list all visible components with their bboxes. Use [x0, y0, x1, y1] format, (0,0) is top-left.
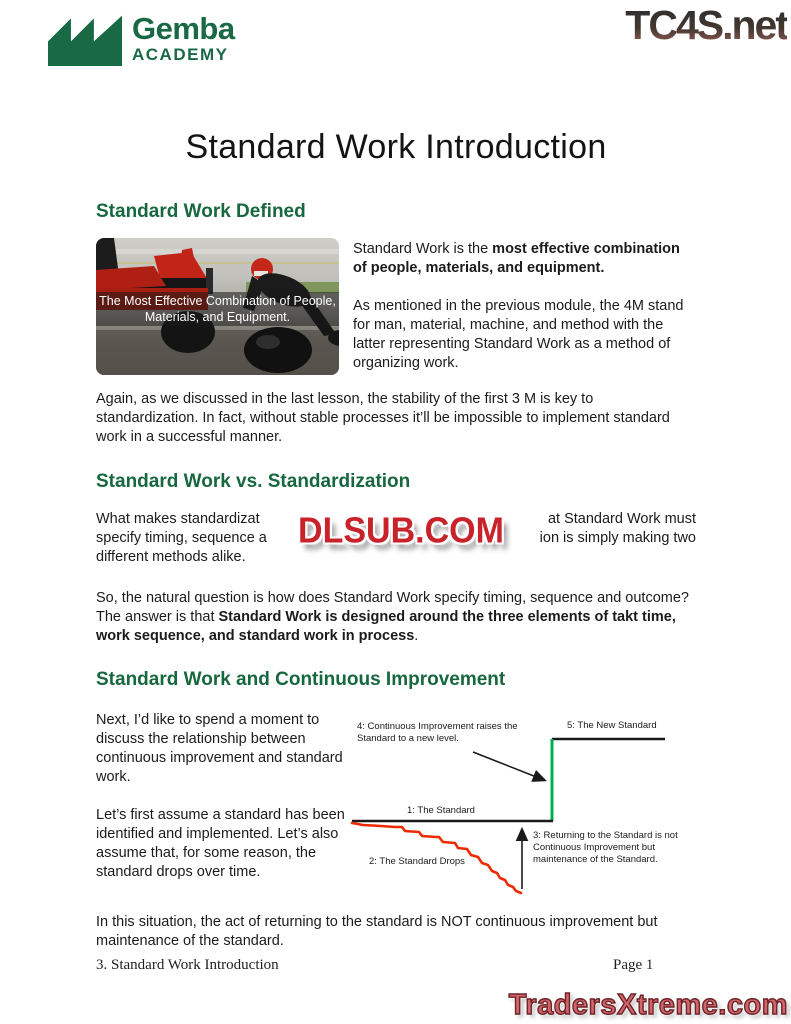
- diagram-label-1: 1: The Standard: [407, 805, 475, 816]
- diagram-label-3: 3: Returning to the Standard is not Continuous Improvement but maintenance of the Standard.: [533, 830, 678, 865]
- paragraph-defined-1: [353, 240, 696, 278]
- logo-main-text: Gemba: [132, 11, 235, 46]
- page-title: Standard Work Introduction: [185, 128, 607, 166]
- obscured-line-2-left: specify timing, sequence a: [96, 530, 267, 546]
- paragraph-defined-2: As mentioned in the previous module, the 4M stand for man, material, machine, and method with the latter representing Standard Work as a method of organizing work.: [353, 298, 684, 371]
- image-caption: [96, 292, 339, 326]
- paragraph-so-bold: Standard Work is designed around the three elements of takt time, work sequence, and standard work in process: [96, 609, 676, 644]
- diagram-label-5: 5: The New Standard: [567, 720, 657, 731]
- ci-row: [96, 711, 696, 903]
- paragraph-so: [96, 589, 696, 646]
- defined-row: [96, 238, 696, 375]
- watermark-top-right: TC4S.net: [625, 2, 787, 48]
- paragraph-situation: In this situation, the act of returning to the standard is NOT continuous improvement but maintenance of the standard.: [96, 914, 658, 949]
- logo-sub-text: ACADEMY: [132, 45, 229, 64]
- obscured-line-1-right: at Standard Work must: [547, 511, 696, 527]
- standard-improvement-diagram: [345, 715, 765, 901]
- obscured-line-2-right: ion is simply making two: [539, 530, 696, 546]
- defined-text-column: [353, 238, 696, 375]
- paragraph-defined-1-pre: Standard Work is the: [353, 241, 493, 257]
- paragraph-ci-2: Let’s first assume a standard has been identified and implemented. Let’s also assume that, for some reason, the standard drops over time.: [96, 807, 345, 880]
- obscured-line-1-left: What makes standardizat: [96, 511, 260, 527]
- heading-vs-standardization: Standard Work vs. Standardization: [96, 471, 411, 492]
- footer-document-title: 3. Standard Work Introduction: [96, 957, 279, 973]
- heading-continuous-improvement: Standard Work and Continuous Improvement: [96, 669, 506, 690]
- footer-page-number: Page 1: [613, 957, 654, 973]
- paragraph-obscured: [96, 510, 696, 567]
- page-content: [96, 0, 696, 951]
- paragraph-again: Again, as we discussed in the last lesson, the stability of the first 3 M is key to standardization. In fact, without stable processes it’ll be impossible to implement standard work in a successful manner.: [96, 391, 670, 445]
- diagram-label-4: 4: Continuous Improvement raises the Standard to a new level.: [357, 721, 518, 744]
- image-caption-line1: The Most Effective Combination of People,: [99, 294, 336, 308]
- ci-text-column: [96, 711, 358, 882]
- footer: [96, 957, 696, 974]
- pit-stop-image: [96, 238, 339, 375]
- image-caption-line2: Materials, and Equipment.: [144, 310, 291, 324]
- watermark-bottom-right: TradersXtreme.com: [508, 989, 788, 1021]
- paragraph-so-post: .: [414, 628, 419, 644]
- watermark-middle: DLSUB.COM: [298, 510, 504, 551]
- obscured-line-3-text: different methods alike.: [96, 549, 246, 565]
- paragraph-defined-1-bold: most effective combination of people, materials, and equipment.: [353, 241, 680, 276]
- heading-standard-work-defined: Standard Work Defined: [96, 201, 306, 222]
- paragraph-ci-1: Next, I’d like to spend a moment to discuss the relationship between continuous improvement and standard work.: [96, 712, 343, 785]
- paragraph-so-pre: So, the natural question is how does Standard Work specify timing, sequence and outcome? The answer is that: [96, 590, 689, 625]
- diagram-label-2: 2: The Standard Drops: [369, 856, 465, 867]
